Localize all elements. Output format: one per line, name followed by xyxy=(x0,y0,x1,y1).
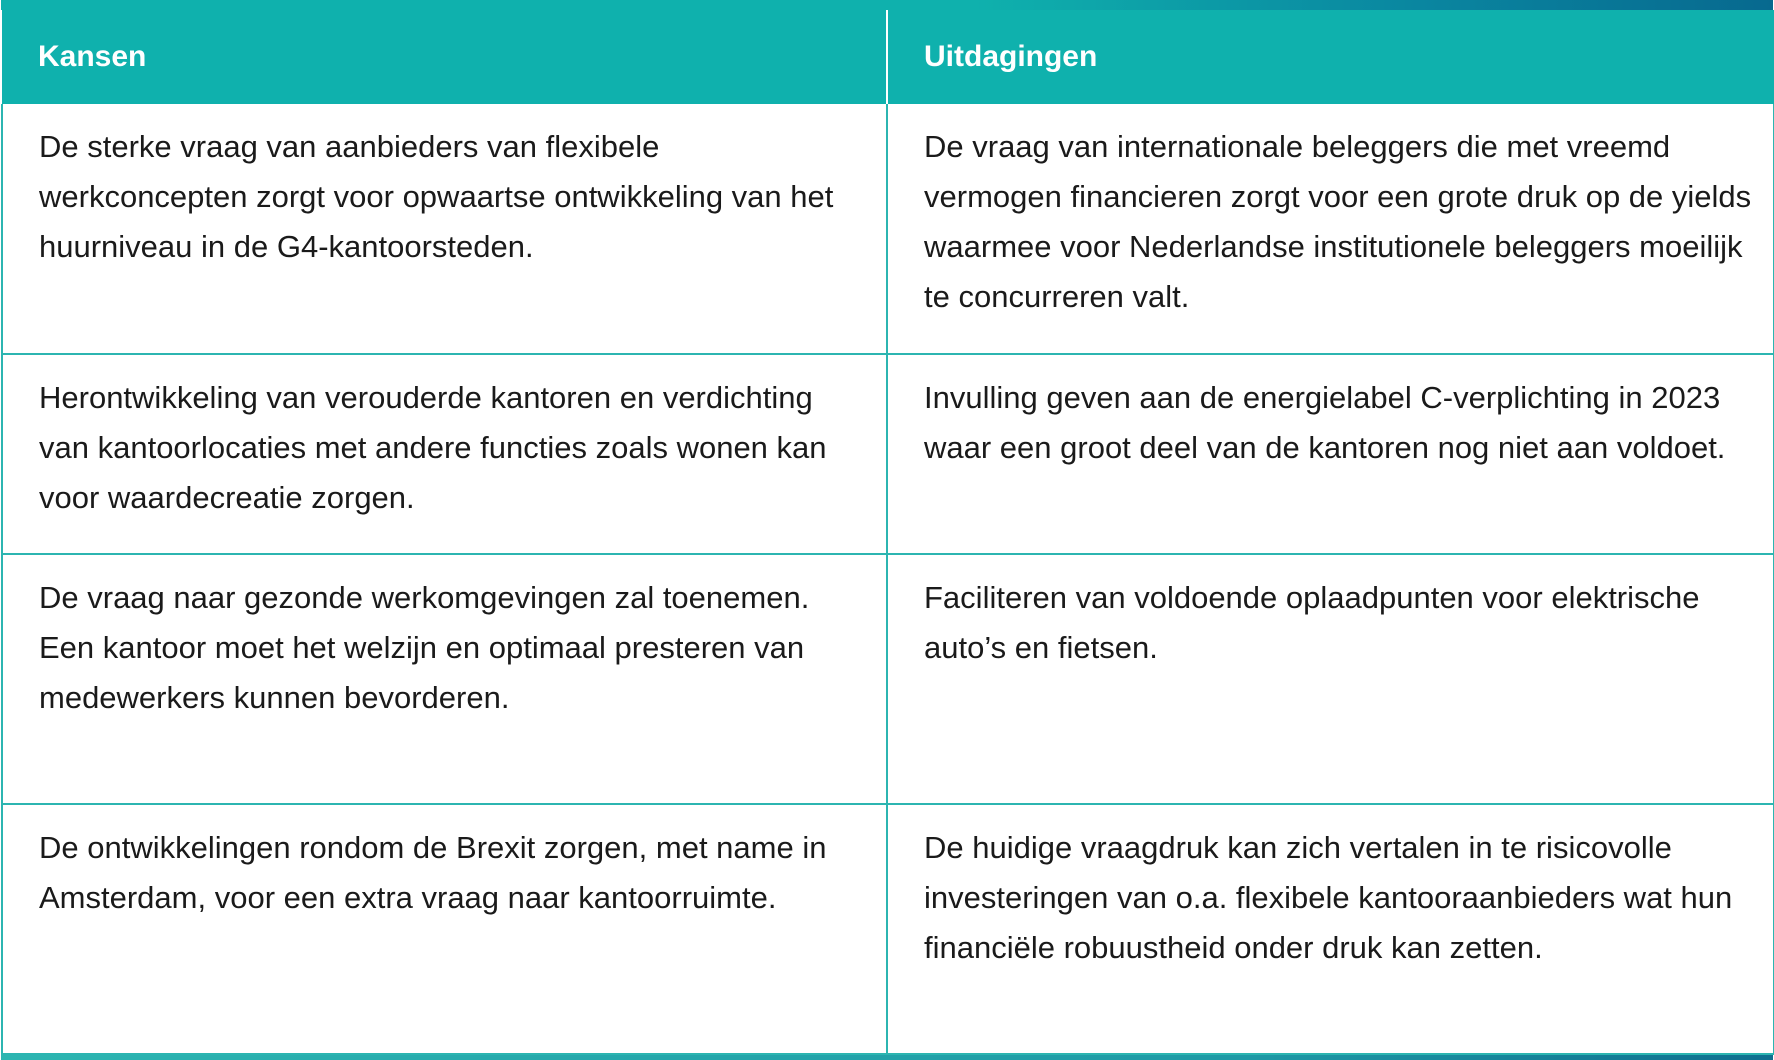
table-row xyxy=(2,354,1774,554)
swot-table xyxy=(1,10,1774,1055)
kansen-cell: De ontwikkelingen rondom de Brexit zorgen, met name in Amsterdam, voor een extra vraag naar kantoorruimte. xyxy=(2,804,887,1054)
top-accent-bar xyxy=(1,0,1773,10)
kansen-cell: De vraag naar gezonde werkomgevingen zal toenemen. Een kantoor moet het welzijn en optimaal presteren van medewerkers kunnen bevorderen. xyxy=(2,554,887,804)
table-row xyxy=(2,104,1774,354)
uitdagingen-cell: Invulling geven aan de energielabel C-verplichting in 2023 waar een groot deel van de kantoren nog niet aan voldoet. xyxy=(887,354,1774,554)
uitdagingen-cell: Faciliteren van voldoende oplaadpunten voor elektrische auto’s en fietsen. xyxy=(887,554,1774,804)
table-row xyxy=(2,554,1774,804)
kansen-cell: Herontwikkeling van verouderde kantoren en verdichting van kantoorlocaties met andere functies zoals wonen kan voor waardecreatie zorgen. xyxy=(2,354,887,554)
header-row xyxy=(2,10,1774,104)
header-uitdagingen: Uitdagingen xyxy=(887,10,1774,104)
header-kansen: Kansen xyxy=(2,10,887,104)
uitdagingen-cell: De vraag van internationale beleggers die met vreemd vermogen financieren zorgt voor een grote druk op de yields waarmee voor Nederlandse institutionele beleggers moeilijk te concurreren valt. xyxy=(887,104,1774,354)
uitdagingen-cell: De huidige vraagdruk kan zich vertalen in te risicovolle investeringen van o.a. flexibele kantooraanbieders wat hun financiële robuustheid onder druk kan zetten. xyxy=(887,804,1774,1054)
table-row xyxy=(2,804,1774,1054)
kansen-cell: De sterke vraag van aanbieders van flexibele werkconcepten zorgt voor opwaartse ontwikkeling van het huurniveau in de G4-kantoorsteden. xyxy=(2,104,887,354)
opportunities-challenges-table xyxy=(1,0,1773,1060)
